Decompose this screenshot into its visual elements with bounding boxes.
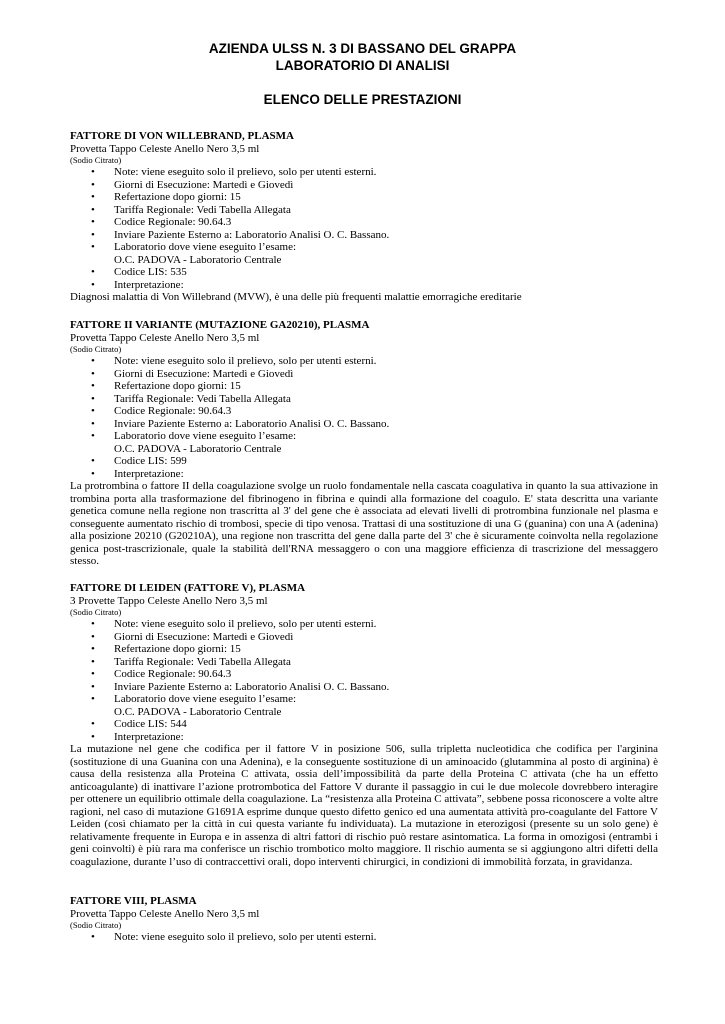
citrate-note: (Sodio Citrato) bbox=[70, 920, 122, 930]
list-item-tariff: • Tariffa Regionale: Vedi Tabella Allegata bbox=[70, 656, 658, 669]
list-item-lab: • Laboratorio dove viene eseguito l’esame: bbox=[70, 241, 658, 254]
list-item-report-days: • Refertazione dopo giorni: 15 bbox=[70, 643, 658, 656]
list-item-days: • Giorni di Esecuzione: Martedì e Giovedì bbox=[70, 179, 658, 192]
citrate-note: (Sodio Citrato) bbox=[70, 607, 122, 617]
section-title: FATTORE DI LEIDEN (FATTORE V), PLASMA bbox=[70, 582, 306, 594]
list-item-regional-code: • Codice Regionale: 90.64.3 bbox=[70, 668, 658, 681]
header-laboratory: LABORATORIO DI ANALISI bbox=[275, 58, 450, 73]
list-item-interpretation: • Interpretazione: bbox=[70, 468, 658, 481]
interpretation-text: La mutazione nel gene che codifica per il fattore V in posizione 506, sulla tripletta nucleotidica che codifica per l'arginina (sostituzione di una Guanina con una Adenina), e la conseguente sostituzione di un aminoacido (glutammina al posto di arginina) è causa della resistenza alla Proteina C attivata, ossia dell’impossibilità da parte della Proteina C attivata (che ha un effetto anticoagulante) di inattivare l’azione protrombotica del Fattore V durante il passaggio in cui le due molecole dovrebbero interagire per ottenere un equilibrio ottimale della coagulazione. La “resistenza alla Proteina C attivata”, sebbene possa riconoscere a volte altre ragioni, nel caso di mutazione G1691A esprime dunque questo difetto genico ed una aumentata attività pro-coagulante del Fattore V Leiden (così chiamato per la città in cui questa variante fu individuata). La mutazione in eterozigosi (presente su un solo gene) è relativamente frequente in Europa e in assenza di altri fattori di rischio può restare asintomatica. La forma in omozigosi (entrambi i geni coinvolti) è più rara ma conferisce un rischio trombotico molto maggiore. Il rischio aumenta se si aggiungono altri difetti della coagulazione, durante l’uso di contraccettivi orali, dopo interventi chirurgici, in condizioni di immobilità forzata, in gravidanza. bbox=[70, 743, 658, 868]
info-list-2 bbox=[70, 718, 658, 743]
list-item-report-days: • Refertazione dopo giorni: 15 bbox=[70, 191, 658, 204]
list-item-send-patient: • Inviare Paziente Esterno a: Laboratorio Analisi O. C. Bassano. bbox=[70, 418, 658, 431]
section-fattore-ii bbox=[70, 319, 658, 568]
list-item-interpretation: • Interpretazione: bbox=[70, 731, 658, 744]
tube-info: 3 Provette Tappo Celeste Anello Nero 3,5 ml bbox=[70, 595, 268, 607]
header-organization: AZIENDA ULSS N. 3 DI BASSANO DEL GRAPPA bbox=[208, 41, 517, 56]
info-list bbox=[70, 618, 658, 706]
section-title: FATTORE VIII, PLASMA bbox=[70, 895, 197, 907]
info-list bbox=[70, 166, 658, 254]
list-item-note: • Note: viene eseguito solo il prelievo, solo per utenti esterni. bbox=[70, 355, 658, 368]
citrate-note: (Sodio Citrato) bbox=[70, 344, 122, 354]
interpretation-text: La protrombina o fattore II della coagulazione svolge un ruolo fondamentale nella cascata coagulativa in quanto la sua attivazione in trombina porta alla trasformazione del fibrinogeno in fibrina e quindi alla formazione del coagulo. E' stata descritta una variante genetica comune nella regione non trascritta al 3' del gene che è associata ad elevati livelli di protrombina funzionale nel plasma e conseguente aumentato rischio di trombosi, specie di tipo venosa. Trattasi di una sostituzione di una G (guanina) con una A (adenina) alla posizione 20210 (G20210A), una regione non trascritta del gene dalla parte del 3' che è sicuramente coinvolta nella regolazione genica post-trascrizionale, quale la stabilità dell'RNA messaggero o con una maggiore efficienza di trascrizione del messaggero stesso. bbox=[70, 480, 658, 567]
list-item-lis-code: • Codice LIS: 544 bbox=[70, 718, 658, 731]
list-item-days: • Giorni di Esecuzione: Martedì e Giovedì bbox=[70, 631, 658, 644]
list-item-regional-code: • Codice Regionale: 90.64.3 bbox=[70, 216, 658, 229]
list-item-tariff: • Tariffa Regionale: Vedi Tabella Allegata bbox=[70, 204, 658, 217]
list-item-days: • Giorni di Esecuzione: Martedì e Giovedì bbox=[70, 368, 658, 381]
list-item-note: • Note: viene eseguito solo il prelievo, solo per utenti esterni. bbox=[70, 618, 658, 631]
section-fattore-leiden bbox=[70, 582, 658, 868]
list-item-lab: • Laboratorio dove viene eseguito l’esame: bbox=[70, 693, 658, 706]
section-fattore-viii bbox=[70, 895, 658, 944]
list-item-send-patient: • Inviare Paziente Esterno a: Laboratorio Analisi O. C. Bassano. bbox=[70, 681, 658, 694]
info-list-2 bbox=[70, 266, 658, 291]
info-list bbox=[70, 355, 658, 443]
section-title: FATTORE II VARIANTE (MUTAZIONE GA20210), PLASMA bbox=[70, 319, 370, 331]
interpretation-text: Diagnosi malattia di Von Willebrand (MVW), è una delle più frequenti malattie emorragiche ereditarie bbox=[70, 291, 522, 303]
list-item-lis-code: • Codice LIS: 599 bbox=[70, 455, 658, 468]
info-list bbox=[70, 931, 658, 944]
list-item-tariff: • Tariffa Regionale: Vedi Tabella Allegata bbox=[70, 393, 658, 406]
info-list-2 bbox=[70, 455, 658, 480]
section-von-willebrand bbox=[70, 130, 658, 304]
list-item-note: • Note: viene eseguito solo il prelievo, solo per utenti esterni. bbox=[70, 931, 658, 944]
list-item-send-patient: • Inviare Paziente Esterno a: Laboratorio Analisi O. C. Bassano. bbox=[70, 229, 658, 242]
list-item-regional-code: • Codice Regionale: 90.64.3 bbox=[70, 405, 658, 418]
lab-place: O.C. PADOVA - Laboratorio Centrale bbox=[114, 442, 282, 455]
list-item-interpretation: • Interpretazione: bbox=[70, 279, 658, 292]
section-title: FATTORE DI VON WILLEBRAND, PLASMA bbox=[70, 130, 294, 142]
list-item-lab: • Laboratorio dove viene eseguito l’esame: bbox=[70, 430, 658, 443]
list-item-note: • Note: viene eseguito solo il prelievo, solo per utenti esterni. bbox=[70, 166, 658, 179]
list-item-lis-code: • Codice LIS: 535 bbox=[70, 266, 658, 279]
tube-info: Provetta Tappo Celeste Anello Nero 3,5 ml bbox=[70, 908, 260, 920]
tube-info: Provetta Tappo Celeste Anello Nero 3,5 ml bbox=[70, 143, 260, 155]
tube-info: Provetta Tappo Celeste Anello Nero 3,5 ml bbox=[70, 332, 260, 344]
citrate-note: (Sodio Citrato) bbox=[70, 155, 122, 165]
lab-place: O.C. PADOVA - Laboratorio Centrale bbox=[114, 705, 282, 718]
lab-place: O.C. PADOVA - Laboratorio Centrale bbox=[114, 253, 282, 266]
page-title: ELENCO DELLE PRESTAZIONI bbox=[263, 92, 462, 107]
list-item-report-days: • Refertazione dopo giorni: 15 bbox=[70, 380, 658, 393]
